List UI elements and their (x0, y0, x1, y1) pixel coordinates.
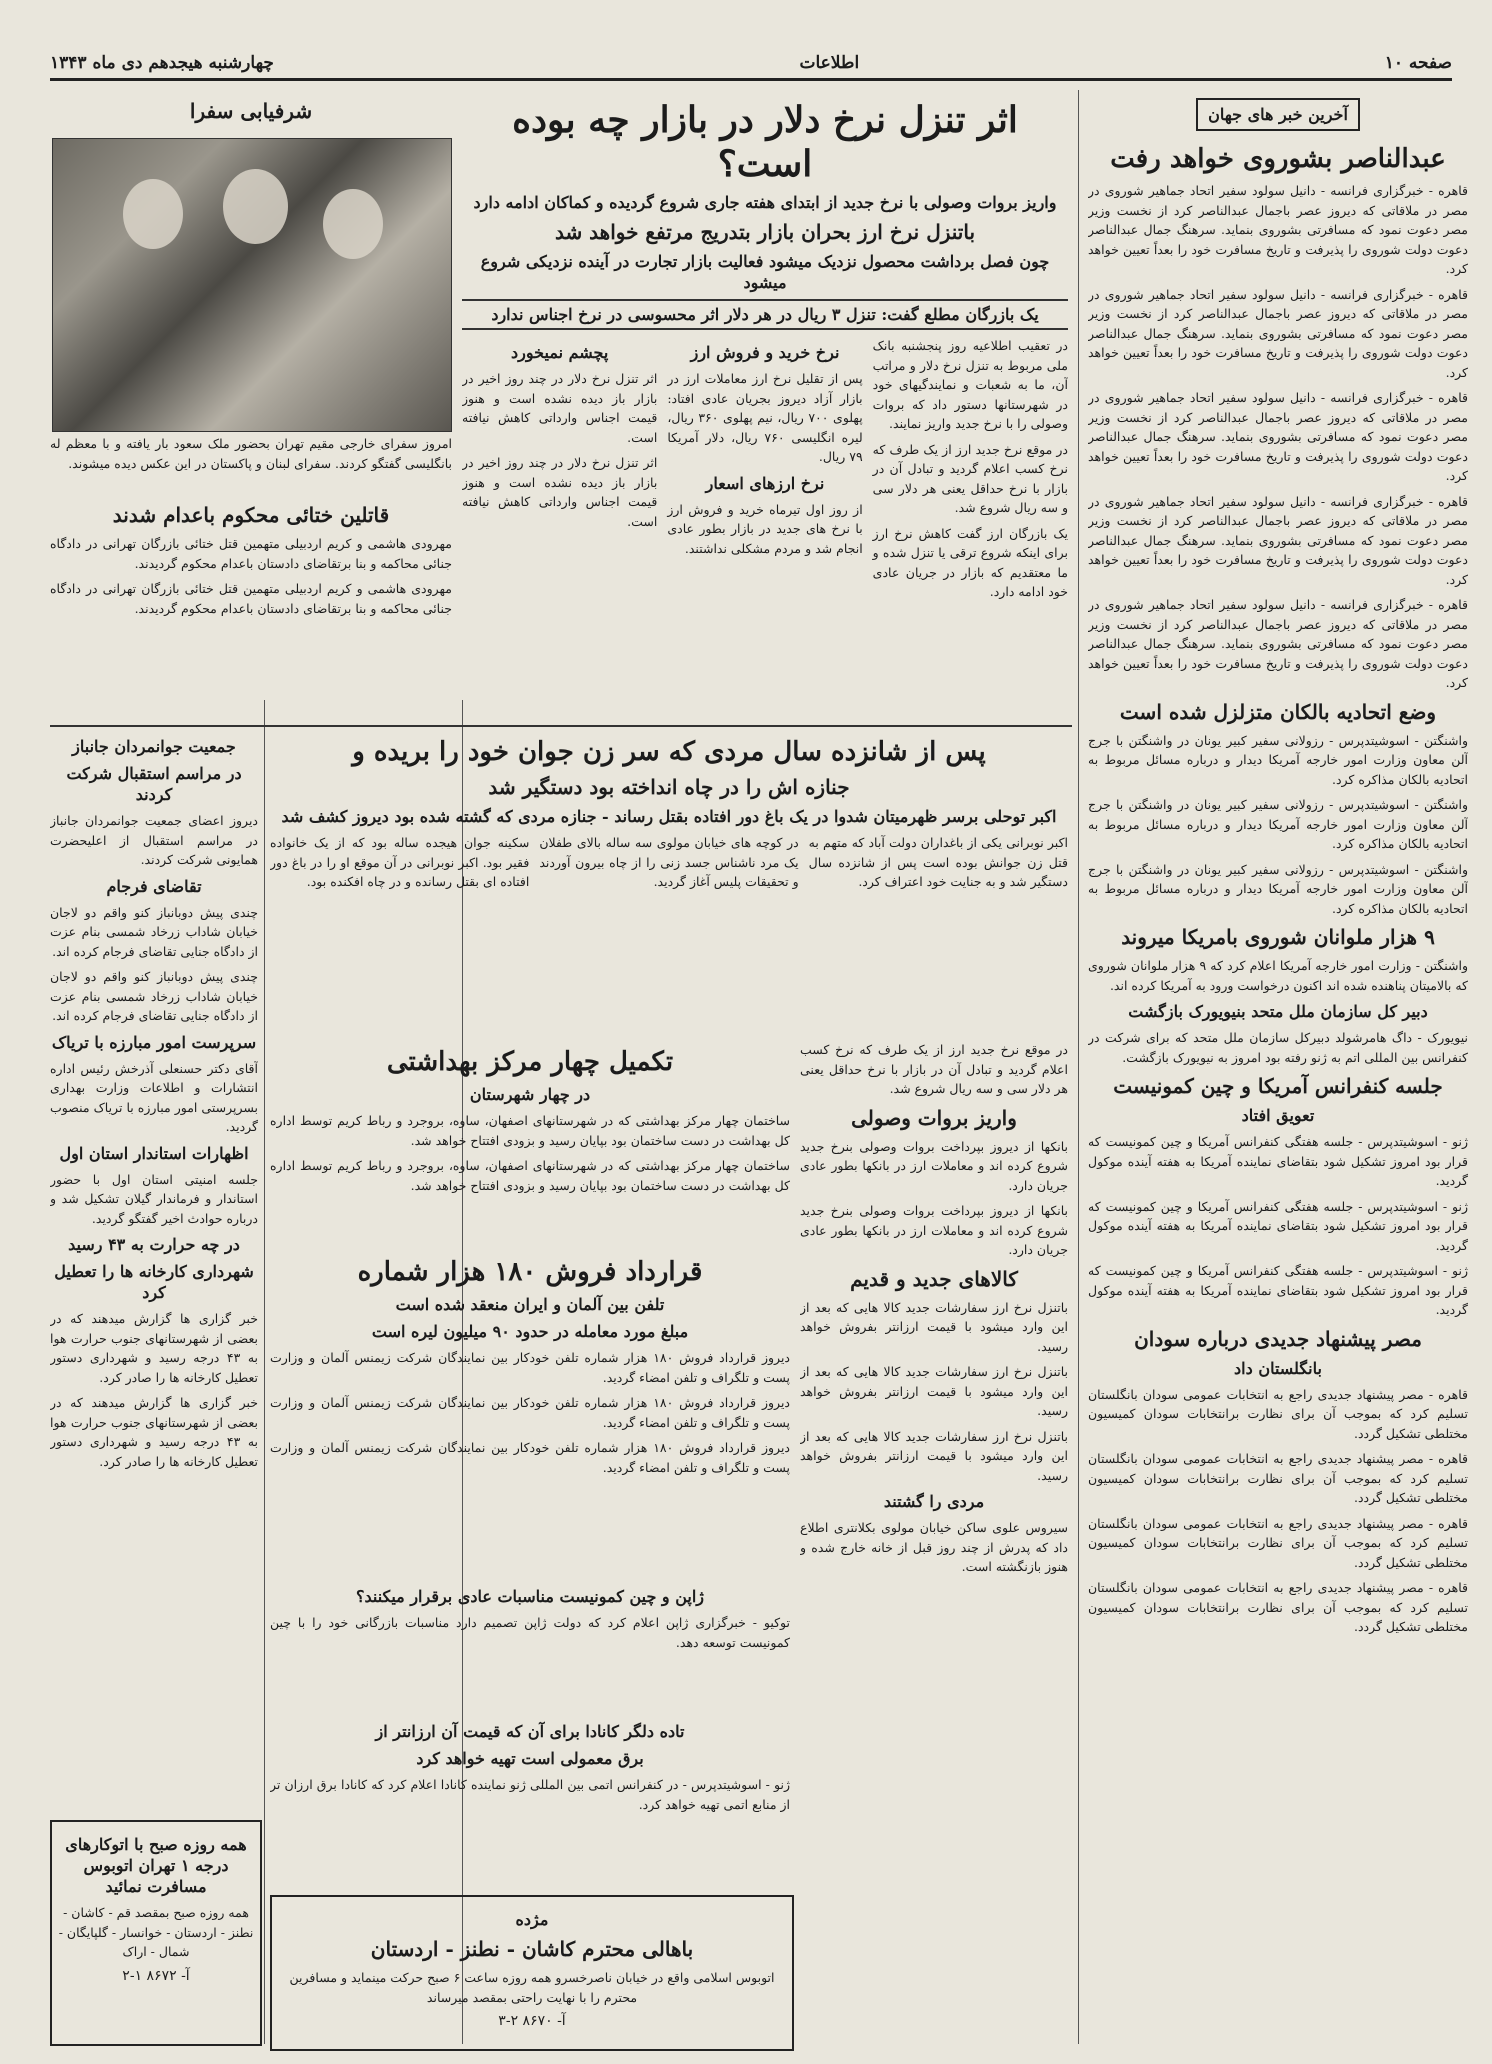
dollar-body: در موقع نرخ جدید ارز از یک طرف که نرخ کسب اعلام گردید و تبادل آن در بازار با نرخ حداقل یعنی هر دلار سی و سه ریال شروع شد. (872, 441, 1068, 515)
egypt-subheadline: بانگلستان داد (1234, 1358, 1322, 1378)
contract-subheadline-2: مبلغ مورد معامله در حدود ۹۰ میلیون لیره است (371, 1322, 689, 1341)
kashan-ad-body: اتوبوس اسلامی واقع در خیابان ناصرخسرو همه روزه ساعت ۶ صبح حرکت مینماید و مسافرین محترم را با نهایت راحتی بمقصد میرساند (289, 1970, 775, 2005)
heat-body: خبر گزاری ها گزارش میدهند که در بعضی از شهرستانهای جنوب حرارت هوا به ۴۳ درجه رسید و شهرداری دستور تعطیل کارخانه ها را صادر کرد. (50, 1395, 258, 1469)
goods-headline: کالاهای جدید و قدیم (850, 1266, 1018, 1291)
youth-body: دیروز اعضای جمعیت جوانمردان جانباز در مراسم استقبال از اعلیحضرت همایونی شرکت کردند. (50, 813, 258, 867)
sailors-headline: ۹ هزار ملوانان شوروی بامریکا میروند (1121, 925, 1435, 949)
japan-article (270, 1580, 790, 1710)
nasser-body: قاهره - خبرگزاری فرانسه - دانیل سولود سفیر اتحاد جماهیر شوروی در مصر در ملاقاتی که دیروز عصر باجمال عبدالناصر کرد از نخست وزیر مصر دعوت نمود که مسافرتی بشوروی بنماید. سرهنگ جمال عبدالناصر دعوت دولت شوروی را پذیرفت و تاریخ مسافرت خود را بعداً تعیین خواهد کرد. (1088, 183, 1468, 276)
contract-article (270, 1250, 790, 1570)
photo-caption-block (50, 434, 452, 494)
un-headline: دبیر کل سازمان ملل متحد بنیویورک بازگشت (1128, 1002, 1428, 1021)
health-article (270, 1040, 790, 1240)
egypt-body: قاهره - مصر پیشنهاد جدیدی راجع به انتخابات عمومی سودان بانگلستان تسلیم کرد که بموجب آن برای نظارت برانتخابات سودان کمیسیون مختلطی تشکیل گردد. (1088, 1515, 1468, 1570)
bus-ad-title: همه روزه صبح با اتوکارهای درجه ۱ تهران اتوبوس مسافرت نمائید (65, 1835, 247, 1896)
dollar-body: یک بازرگان ارز گفت کاهش نرخ ارز برای اینکه شروع ترقی یا تنزل شده و ما معتقدیم که بازار در جریان عادی خود ادامه دارد. (872, 525, 1068, 599)
dollar-subheadline-3: چون فصل برداشت محصول نزدیک میشود فعالیت بازار تجارت در آینده نزدیکی شروع میشود (480, 252, 1050, 292)
governor-headline: اظهارات استاندار استان اول (59, 1143, 249, 1163)
conference-body: ژنو - اسوشیتدپرس - جلسه هفتگی کنفرانس آمریکا و چین کمونیست که قرار بود امروز تشکیل شود بتقاضای نماینده آمریکا به هفته آینده موکول گردید. (1088, 1198, 1468, 1253)
appeal-body: چندی پیش دوبانباز کنو واقم دو لاجان خیابان شاداب زرخاد شمسی بنام عزت از دادگاه جنایی تقاضای فرجام کرده اند. (50, 969, 258, 1023)
killers-article (50, 496, 452, 716)
nasser-body: قاهره - خبرگزاری فرانسه - دانیل سولود سفیر اتحاد جماهیر شوروی در مصر در ملاقاتی که دیروز عصر باجمال عبدالناصر کرد از نخست وزیر مصر دعوت نمود که مسافرتی بشوروی بنماید. سرهنگ جمال عبدالناصر دعوت دولت شوروی را پذیرفت و تاریخ مسافرت خود را بعداً تعیین خواهد کرد. (1088, 286, 1468, 380)
un-body: نیویورک - داگ هامرشولد دبیرکل سازمان ملل متحد که برای شرکت در کنفرانس بین المللی اتم به ژنو رفته بود امروز به نیویورک بازگشت. (1088, 1030, 1468, 1065)
rates-body: از روز اول تیرماه خرید و فروش ارز با نرخ های جدید در بازار بطور عادی انجام شد و مردم مشکلی نداشتند. (667, 501, 863, 556)
photo-title: شرفیابی سفرا (189, 99, 313, 123)
nasser-body: قاهره - خبرگزاری فرانسه - دانیل سولود سفیر اتحاد جماهیر شوروی در مصر در ملاقاتی که دیروز عصر باجمال عبدالناصر کرد از نخست وزیر مصر دعوت نمود که مسافرتی بشوروی بنماید. سرهنگ جمال عبدالناصر دعوت دولت شوروی را پذیرفت و تاریخ مسافرت خود را بعداً تعیین خواهد کرد. (1088, 390, 1468, 483)
dollar-body: در تعقیب اطلاعیه روز پنجشنبه بانک ملی مربوط به تنزل نرخ دلار و مراتب آن، ما به شعبات و نمایندگیهای خود در شهرستانها دستور داد که بروات وصولی را با نرخ جدید واریز نمایند. (872, 338, 1068, 431)
news-photo (52, 138, 452, 432)
egypt-headline: مصر پیشنهاد جدیدی درباره سودان (1134, 1326, 1422, 1351)
kashan-ad-title: باهالی محترم کاشان - نطنز - اردستان (370, 1937, 694, 1961)
japan-headline: ژاپن و چین کمونیست مناسبات عادی برقرار میکنند؟ (355, 1587, 705, 1606)
dollar-body: در موقع نرخ جدید ارز از یک طرف که نرخ کسب اعلام گردید و تبادل آن در بازار با نرخ حداقل یعنی هر دلار سی و سه ریال شروع شد. (800, 1042, 1068, 1096)
murder-body: سکینه جوان هیجده ساله بود که از یک خانواده فقیر بود. اکبر نوبرانی در آن موقع او را در باغ دور افتاده ای بقتل رسانده و در چاه افکنده بود. (270, 835, 530, 889)
wheat-headline: واریز بروات وصولی (851, 1105, 1017, 1130)
heat-body: خبر گزاری ها گزارش میدهند که در بعضی از شهرستانهای جنوب حرارت هوا به ۴۳ درجه رسید و شهرداری دستور تعطیل کارخانه ها را صادر کرد. (50, 1311, 258, 1385)
goods-body: باتنزل نرخ ارز سفارشات جدید کالا هایی که بعد از این وارد میشود با قیمت ارزانتر بفروش خواهد رسید. (800, 1428, 1068, 1483)
missing-headline: مردی را گشتند (883, 1492, 985, 1511)
rates-headline: نرخ ارزهای اسعار (705, 473, 825, 493)
murder-body: اکبر نوبرانی یکی از باغداران دولت آباد که متهم به قتل زن جوانش بوده است پس از شانزده سال دستگیر شد و به جنایت خود اعتراف کرد. (808, 835, 1068, 889)
unseen-body: اثر تنزل نرخ دلار در چند روز اخیر در بازار باز دیده نشده است و هنوز قیمت اجناس وارداتی کاهش نیافته است. (462, 371, 658, 445)
bus-ad-body: همه روزه صبح بمقصد قم - کاشان - نطنز - اردستان - خوانسار - گلپایگان - شمال - اراک (58, 1905, 254, 1959)
egypt-body: قاهره - مصر پیشنهاد جدیدی راجع به انتخابات عمومی سودان بانگلستان تسلیم کرد که بموجب آن برای نظارت برانتخابات سودان کمیسیون مختلطی تشکیل گردد. (1088, 1580, 1468, 1634)
sailors-body: واشنگتن - وزارت امور خارجه آمریکا اعلام کرد که ۹ هزار ملوانان شوروی که بالامیتان پناهنده شده اند اکنون درخواست ورود به آمریکا کرده اند. (1088, 958, 1468, 993)
murder-headline-1: پس از شانزده سال مردی که سر زن جوان خود را بریده و (352, 737, 986, 767)
egypt-body: قاهره - مصر پیشنهاد جدیدی راجع به انتخابات عمومی سودان بانگلستان تسلیم کرد که بموجب آن برای نظارت برانتخابات سودان کمیسیون مختلطی تشکیل گردد. (1088, 1386, 1468, 1441)
column-rule (264, 700, 265, 2044)
photo-title-block (50, 92, 452, 136)
canada-subheadline: برق معمولی است تهیه خواهد کرد (416, 1749, 644, 1768)
finance-column (800, 1040, 1068, 2040)
health-body: ساختمان چهار مرکز بهداشتی که در شهرستانهای اصفهان، ساوه، بروجرد و رباط کریم توسط اداره کل بهداشت در دست ساختمان بود بپایان رسید و بزودی افتتاح خواهد شد. (270, 1158, 790, 1193)
health-body: ساختمان چهار مرکز بهداشتی که در شهرستانهای اصفهان، ساوه، بروجرد و رباط کریم توسط اداره کل بهداشت در دست ساختمان بود بپایان رسید و بزودی افتتاح خواهد شد. (270, 1113, 790, 1148)
murder-subheadline: اکبر توحلی برسر ظهرمیتان شدوا در یک باغ دور افتاده بقتل رساند - جنازه مردی که گشته شده بود دیروز کشف شد (281, 807, 1057, 826)
japan-body: توکیو - خبرگزاری ژاپن اعلام کرد که دولت ژاپن تصمیم دارد مناسبات بازرگانی خود را با چین کمونیست توسعه دهد. (270, 1615, 790, 1650)
dollar-subheadline-1: واریز بروات وصولی با نرخ جدید از ابتدای هفته جاری شروع گردیده و کماکان ادامه دارد (473, 193, 1057, 212)
canada-headline: تاده دلگر کانادا برای آن که قیمت آن ارزانتر از (375, 1722, 685, 1741)
balkan-body: واشنگتن - اسوشیتدپرس - رزولانی سفیر کبیر یونان در واشنگتن با جرج آلن معاون وزارت امور خارجه آمریکا دیدار و درباره مسائل مربوط به اتحادیه بالکان مذاکره کرد. (1088, 797, 1468, 851)
dollar-subheadline-2: باتنزل نرخ ارز بحران بازار بتدریج مرتفع خواهد شد (554, 220, 976, 244)
wheat-body: بانکها از دیروز بپرداخت بروات وصولی بنرخ جدید شروع کرده اند و معاملات ارز در بانکها بطور عادی جریان دارد. (800, 1203, 1068, 1257)
conference-body: ژنو - اسوشیتدپرس - جلسه هفتگی کنفرانس آمریکا و چین کمونیست که قرار بود امروز تشکیل شود بتقاضای نماینده آمریکا به هفته آینده موکول گردید. (1088, 1263, 1468, 1317)
issue-date: چهارشنبه هیجدهم دی ماه ۱۳۴۳ (50, 53, 274, 73)
appeal-headline: تقاضای فرجام (106, 876, 202, 896)
page-number: صفحه ۱۰ (1384, 53, 1452, 73)
section-rule (50, 725, 1072, 727)
goods-body: باتنزل نرخ ارز سفارشات جدید کالا هایی که بعد از این وارد میشود با قیمت ارزانتر بفروش خواهد رسید. (800, 1299, 1068, 1354)
governor-body: جلسه امنیتی استان اول با حضور استاندار و فرماندار گیلان تشکیل شد و درباره حوادث اخیر گفتگو گردید. (50, 1171, 258, 1226)
opium-body: آقای دکتر حسنعلی آذرخش رئیس اداره انتشارات و اطلاعات وزارت بهداری بسرپرستی امور مبارزه با تریاک منصوب گردید. (50, 1060, 258, 1134)
kashan-ad-code: آ- ۸۶۷۰ ۲-۳ (498, 2013, 566, 2029)
conference-headline: جلسه کنفرانس آمریکا و چین کمونیست (1113, 1074, 1443, 1098)
contract-body: دیروز قرارداد فروش ۱۸۰ هزار شماره تلفن خودکار بین نمایندگان شرکت زیمنس آلمان و وزارت پست و تلگراف و تلفن امضاء گردید. (270, 1440, 790, 1475)
health-subheadline: در چهار شهرستان (469, 1085, 591, 1104)
unseen-headline: پچشم نمیخورد (511, 343, 609, 362)
opium-headline: سرپرست امور مبارزه با تریاک (51, 1032, 257, 1052)
masthead (50, 48, 1452, 81)
bus-ad-code: آ- ۸۶۷۲ ۱-۲ (122, 1967, 190, 1984)
dollar-quote: یک بازرگان مطلع گفت: تنزل ۳ ریال در هر دلار اثر محسوسی در نرخ اجناس ندارد (462, 299, 1068, 330)
paper-name: اطلاعات (799, 53, 860, 73)
youth-subheadline: در مراسم استقبال شرکت کردند (66, 764, 242, 804)
canada-article (270, 1715, 790, 1885)
world-news-column (1088, 92, 1468, 2042)
goods-body: باتنزل نرخ ارز سفارشات جدید کالا هایی که بعد از این وارد میشود با قیمت ارزانتر بفروش خواهد رسید. (800, 1364, 1068, 1418)
murder-body: در کوچه های خیابان مولوی سه ساله بالای طفلان یک مرد ناشناس جسد زنی را از چاه بیرون آوردند و تحقیقات پلیس آغاز گردید. (539, 835, 799, 889)
egypt-body: قاهره - مصر پیشنهاد جدیدی راجع به انتخابات عمومی سودان بانگلستان تسلیم کرد که بموجب آن برای نظارت برانتخابات سودان کمیسیون مختلطی تشکیل گردد. (1088, 1451, 1468, 1505)
contract-headline: قرارداد فروش ۱۸۰ هزار شماره (357, 1257, 703, 1287)
kashan-ad-head: مژده (515, 1910, 549, 1929)
youth-headline: جمعیت جوانمردان جانباز (72, 737, 236, 756)
nasser-headline: عبدالناصر بشوروی خواهد رفت (1110, 144, 1446, 174)
bus-ad (50, 1820, 262, 2046)
column-rule (1078, 90, 1079, 2044)
wheat-body: بانکها از دیروز بپرداخت بروات وصولی بنرخ جدید شروع کرده اند و معاملات ارز در بانکها بطور عادی جریان دارد. (800, 1138, 1068, 1193)
balkan-headline: وضع اتحادیه بالکان متزلزل شده است (1119, 699, 1437, 724)
canada-body: ژنو - اسوشیتدپرس - در کنفرانس اتمی بین المللی ژنو نماینده کانادا اعلام کرد که کانادا برق ارزان تر از منابع اتمی تهیه خواهد کرد. (270, 1777, 790, 1812)
missing-body: سیروس علوی ساکن خیابان مولوی بکلانتری اطلاع داد که پدرش از چند روز قبل از خانه خارج شده و هنوز بازنگشته است. (800, 1520, 1068, 1574)
killers-body: مهرودی هاشمی و کریم اردبیلی متهمین قتل ختائی بازرگان تهرانی در دادگاه جنائی محاکمه و بنا برتقاضای دادستان باعدام محکوم گردیدند. (50, 581, 452, 616)
appeal-body: چندی پیش دوبانباز کنو واقم دو لاجان خیابان شاداب زرخاد شمسی بنام عزت از دادگاه جنایی تقاضای فرجام کرده اند. (50, 904, 258, 959)
nasser-body: قاهره - خبرگزاری فرانسه - دانیل سولود سفیر اتحاد جماهیر شوروی در مصر در ملاقاتی که دیروز عصر باجمال عبدالناصر کرد از نخست وزیر مصر دعوت نمود که مسافرتی بشوروی بنماید. سرهنگ جمال عبدالناصر دعوت دولت شوروی را پذیرفت و تاریخ مسافرت خود را بعداً تعیین خواهد کرد. (1088, 493, 1468, 587)
balkan-body: واشنگتن - اسوشیتدپرس - رزولانی سفیر کبیر یونان در واشنگتن با جرج آلن معاون وزارت امور خارجه آمریکا دیدار و درباره مسائل مربوط به اتحادیه بالکان مذاکره کرد. (1088, 732, 1468, 787)
contract-body: دیروز قرارداد فروش ۱۸۰ هزار شماره تلفن خودکار بین نمایندگان شرکت زیمنس آلمان و وزارت پست و تلگراف و تلفن امضاء گردید. (270, 1350, 790, 1385)
prices-headline: نرخ خرید و فروش ارز (690, 343, 840, 362)
contract-subheadline: تلفن بین آلمان و ایران منعقد شده است (395, 1295, 665, 1314)
nasser-body: قاهره - خبرگزاری فرانسه - دانیل سولود سفیر اتحاد جماهیر شوروی در مصر در ملاقاتی که دیروز عصر باجمال عبدالناصر کرد از نخست وزیر مصر دعوت نمود که مسافرتی بشوروی بنماید. سرهنگ جمال عبدالناصر دعوت دولت شوروی را پذیرفت و تاریخ مسافرت خود را بعداً تعیین خواهد کرد. (1088, 597, 1468, 690)
conference-body: ژنو - اسوشیتدپرس - جلسه هفتگی کنفرانس آمریکا و چین کمونیست که قرار بود امروز تشکیل شود بتقاضای نماینده آمریکا به هفته آینده موکول گردید. (1088, 1134, 1468, 1188)
conference-subheadline: تعویق افتاد (1241, 1106, 1315, 1125)
photo-caption: امروز سفرای خارجی مقیم تهران بحضور ملک سعود بار یافته و با معظم له بانگلیسی گفتگو کردند. سفرای لبنان و پاکستان در این عکس دیده میشوند. (50, 436, 452, 471)
heat-subheadline: شهرداری کارخانه ها را تعطیل کرد (54, 1262, 254, 1302)
dollar-headline: اثر تنزل نرخ دلار در بازار چه بوده است؟ (512, 99, 1018, 185)
murder-headline-2: جنازه اش را در چاه انداخته بود دستگیر شد (488, 775, 850, 799)
murder-article (270, 730, 1068, 1030)
balkan-body: واشنگتن - اسوشیتدپرس - رزولانی سفیر کبیر یونان در واشنگتن با جرج آلن معاون وزارت امور خارجه آمریکا دیدار و درباره مسائل مربوط به اتحادیه بالکان مذاکره کرد. (1088, 861, 1468, 916)
prices-body: پس از تقلیل نرخ ارز معاملات ارز در بازار آزاد دیروز بجریان عادی افتاد: پهلوی ۷۰۰ ریال، نیم پهلوی ۳۶۰ ریال، لیره انگلیسی ۷۶۰ ریال، دلار آمریکا ۷۹ ریال. (667, 371, 863, 464)
unseen-body: اثر تنزل نرخ دلار در چند روز اخیر در بازار باز دیده نشده است و هنوز قیمت اجناس وارداتی کاهش نیافته است. (462, 455, 658, 529)
killers-headline: قاتلین ختائی محکوم باعدام شدند (112, 503, 390, 527)
health-headline: تکمیل چهار مرکز بهداشتی (386, 1047, 674, 1077)
world-news-label: آخرین خبر های جهان (1196, 98, 1360, 131)
kashan-ad (270, 1895, 794, 2051)
contract-body: دیروز قرارداد فروش ۱۸۰ هزار شماره تلفن خودکار بین نمایندگان شرکت زیمنس آلمان و وزارت پست و تلگراف و تلفن امضاء گردید. (270, 1395, 790, 1430)
killers-body: مهرودی هاشمی و کریم اردبیلی متهمین قتل ختائی بازرگان تهرانی در دادگاه جنائی محاکمه و بنا برتقاضای دادستان باعدام محکوم گردیدند. (50, 536, 452, 571)
heat-headline: در چه حرارت به ۴۳ رسید (68, 1235, 240, 1254)
dollar-article (462, 92, 1068, 732)
